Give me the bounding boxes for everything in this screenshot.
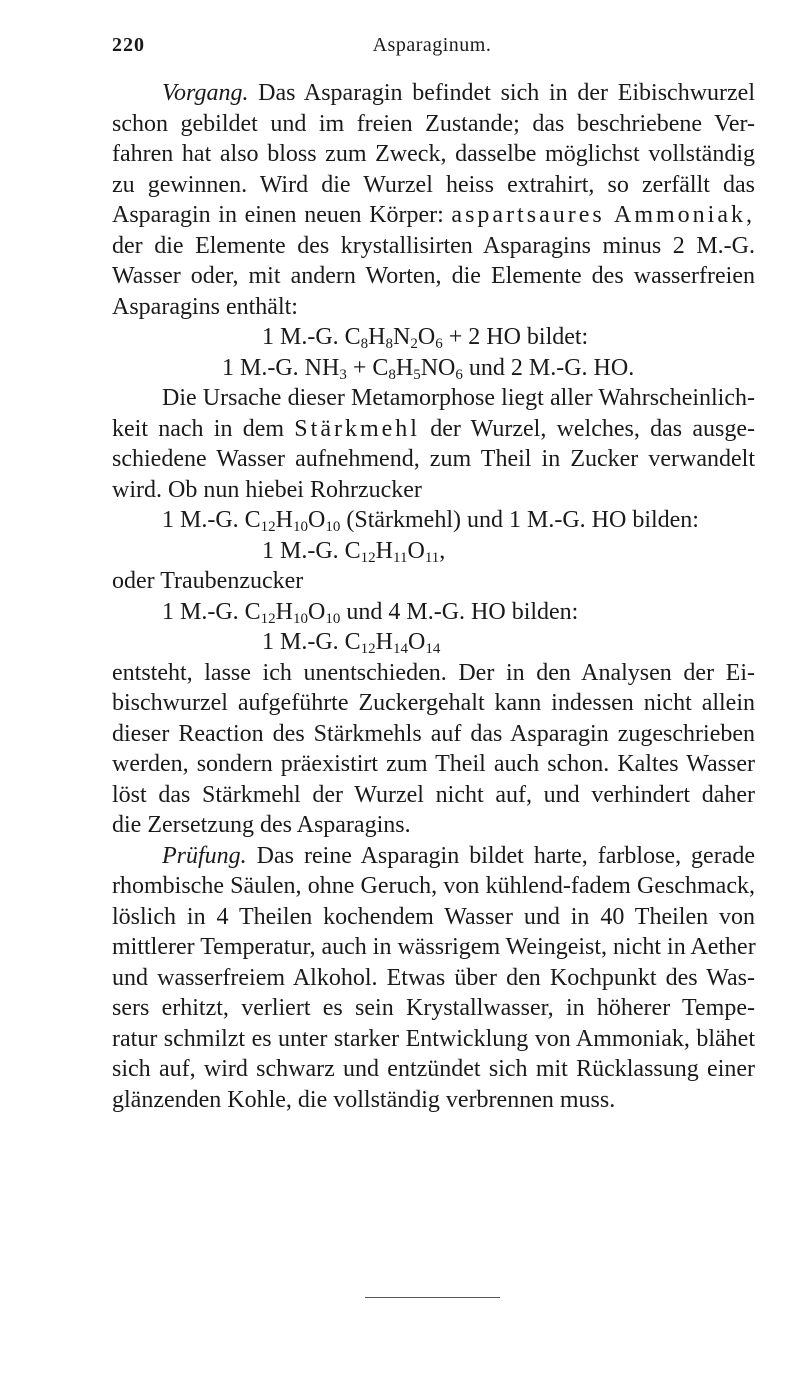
text-line: keit nach in dem Stärkmehl der Wurzel, welches, das ausge- [112,415,756,442]
emphasis-staerkmehl: Stärkmehl [294,415,420,442]
section-end-rule [365,1297,500,1298]
formula-line: 1 M.-G. $C_{12}H_{10}O_{10}$ (Stärkmehl) und 1 M.-G. HO bilden: [162,507,699,535]
text-line: sich auf, wird schwarz und entzündet sich mit Rücklassung einer [112,1056,755,1082]
text-line: zu gewinnen. Wird die Wurzel heiss extrahirt, so zerfällt das [112,171,755,198]
text-line: Prüfung. Das reine Asparagin bildet harte, farblose, gerade [162,842,755,869]
text-line: ratur schmilzt es unter starker Entwicklung von Ammoniak, blähet [112,1025,755,1052]
text-line: bischwurzel aufgeführte Zuckergehalt kann indessen nicht allein [112,690,755,716]
text-line: die Zersetzung des Asparagins. [112,812,411,838]
text-line: schon gebildet und im freien Zustande; das beschriebene Ver- [112,110,755,137]
page-header [112,34,752,64]
text-line: löst das Stärkmehl der Wurzel nicht auf, und verhindert daher [112,781,755,808]
page-body [112,78,755,1115]
text-line: Die Ursache dieser Metamorphose liegt aller Wahrscheinlich- [162,385,755,411]
text-line: und wasserfreiem Alkohol. Etwas über den Kochpunkt des Was- [112,964,755,991]
formula-line: 1 M.-G. $C_{12}H_{10}O_{10}$ und 4 M.-G. HO bilden: [162,598,579,627]
formula-line: 1 M.-G. $NH_3 + C_8H_5NO_6$ und 2 M.-G. HO. [222,354,635,383]
text-line: sers erhitzt, verliert es sein Krystallwasser, in höherer Tempe- [112,995,755,1021]
formula-line: 1 M.-G. $C_8H_8N_2O_6 + 2$ HO bildet: [262,324,589,352]
text-line: wird. Ob nun hiebei Rohrzucker [112,476,422,503]
text-line: Asparagin in einen neuen Körper: aspartsaures Ammoniak, [112,202,756,228]
text-line: mittlerer Temperatur, auch in wässrigem Weingeist, nicht in Aether [112,934,756,960]
page-number: 220 [112,34,145,56]
text-line: entsteht, lasse ich unentschieden. Der in den Analysen der Ei- [112,659,755,686]
text-line: dieser Reaction des Stärkmehls auf das Asparagin zugeschrieben [112,720,755,747]
emphasis-aspartsaures-ammoniak: aspartsaures Ammoniak, [451,202,756,228]
text-line: Vorgang. Das Asparagin befindet sich in der Eibischwurzel [162,80,755,106]
formula-line: 1 M.-G. $C_{12}H_{14}O_{14}$ [262,629,441,657]
text-line: schiedene Wasser aufnehmend, zum Theil in Zucker verwandelt [112,446,755,472]
text-line: fahren hat also bloss zum Zweck, dasselbe möglichst vollständig [112,141,755,167]
section-heading-vorgang: Vorgang. [162,80,249,106]
text-line: löslich in 4 Theilen kochendem Wasser und in 40 Theilen von [112,903,755,930]
text-line: Asparagins enthält: [112,293,298,320]
text-line: rhombische Säulen, ohne Geruch, von kühlend-fadem Geschmack, [112,873,755,899]
text-line: Wasser oder, mit andern Worten, die Elemente des wasserfreien [112,263,755,289]
section-heading-pruefung: Prüfung. [162,842,247,869]
running-title: Asparaginum. [372,34,492,56]
text-line: werden, sondern präexistirt zum Theil auch schon. Kaltes Wasser [112,751,755,777]
text-line: oder Traubenzucker [112,568,304,594]
formula-line: 1 M.-G. $C_{12}H_{11}O_{11}$, [262,537,446,566]
text-line: der die Elemente des krystallisirten Asparagins minus 2 M.-G. [112,232,755,259]
text-line: glänzenden Kohle, die vollständig verbrennen muss. [112,1086,616,1113]
